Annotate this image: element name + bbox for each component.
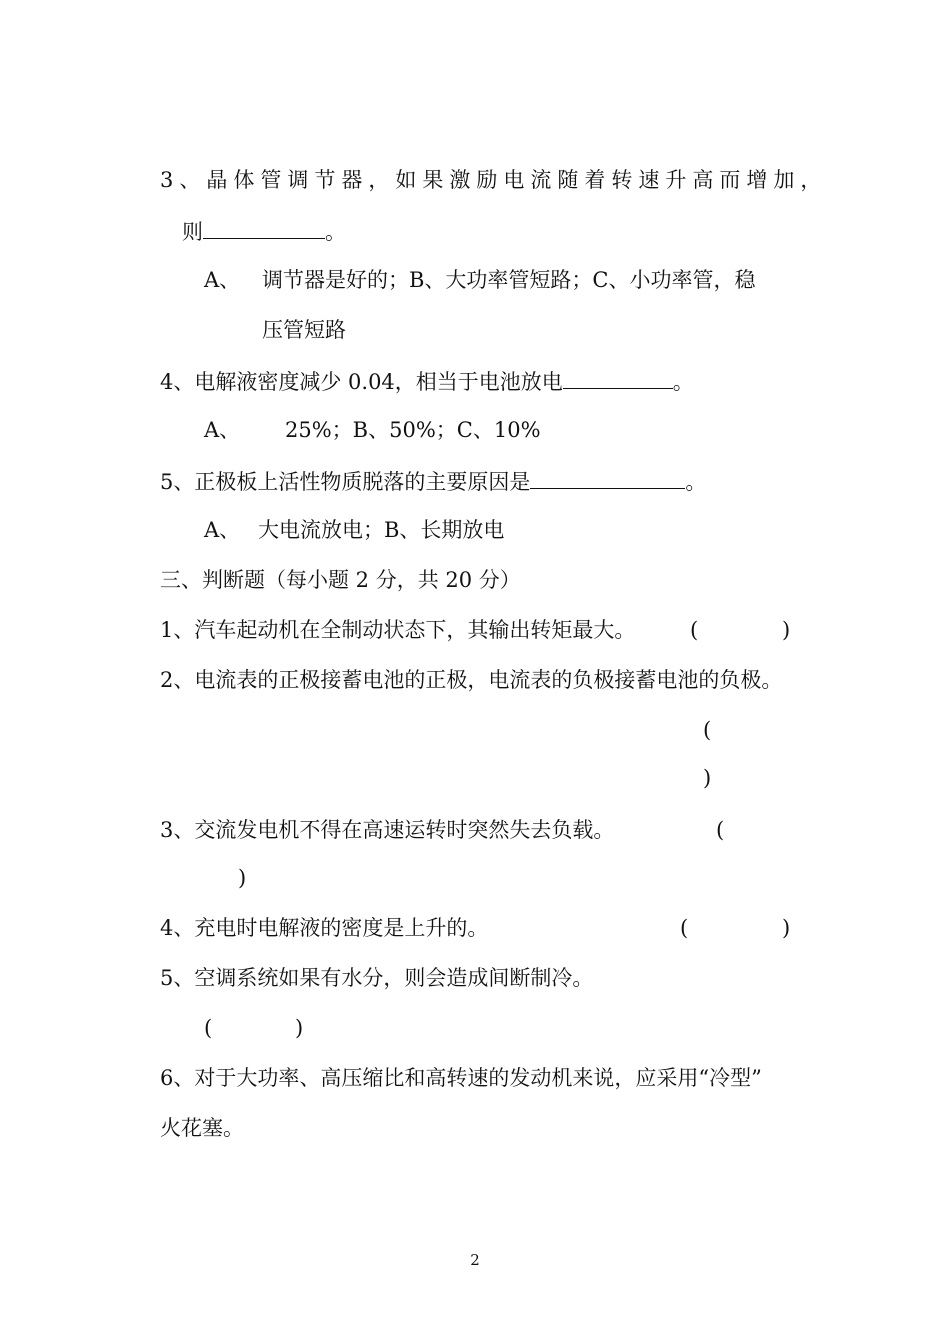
tf-item-5-open-paren[interactable]: ( (204, 1016, 213, 1040)
tf-item-3-open-paren[interactable]: ( (716, 818, 725, 842)
q5-suffix: 。 (685, 470, 707, 494)
page-number: 2 (470, 1251, 480, 1269)
q3-line2 (182, 216, 346, 246)
q4-prefix: 4、电解液密度减少 0.04，相当于电池放电 (160, 370, 563, 394)
q4-option-text: 25%；B、50%；C、10% (285, 418, 541, 442)
q4-line (160, 366, 694, 396)
q4-option-label: A、 (204, 418, 241, 442)
q3-prefix: 则 (182, 220, 203, 244)
q3-option-label: A、 (204, 268, 241, 292)
q5-option-text: 大电流放电；B、长期放电 (258, 518, 505, 542)
q3-answer-blank[interactable] (203, 216, 325, 239)
q4-suffix: 。 (672, 370, 694, 394)
tf-item-6-text-cont: 火花塞。 (160, 1116, 244, 1140)
tf-item-2-close-paren: ) (703, 766, 712, 790)
tf-item-1-text: 1、汽车起动机在全制动状态下，其输出转矩最大。 (160, 618, 636, 642)
q5-prefix: 5、正极板上活性物质脱落的主要原因是 (160, 470, 531, 494)
q3-suffix: 。 (325, 220, 346, 244)
q5-line (160, 466, 706, 496)
q3-line1: 3、晶体管调节器，如果激励电流随着转速升高而增加， (160, 168, 828, 192)
q3-option-text-cont: 压管短路 (262, 318, 346, 342)
tf-item-2-open-paren[interactable]: ( (703, 718, 712, 742)
tf-item-6-text: 6、对于大功率、高压缩比和高转速的发动机来说，应采用“冷型” (160, 1066, 762, 1090)
section-title: 三、判断题（每小题 2 分，共 20 分） (160, 568, 521, 592)
tf-item-4-close-paren: ) (782, 916, 791, 940)
tf-item-5-text: 5、空调系统如果有水分，则会造成间断制冷。 (160, 966, 594, 990)
q3-option-text: 调节器是好的；B、大功率管短路；C、小功率管，稳 (262, 268, 756, 292)
q5-option-label: A、 (204, 518, 241, 542)
tf-item-1-close-paren: ) (782, 618, 791, 642)
tf-item-2-text: 2、电流表的正极接蓄电池的正极，电流表的负极接蓄电池的负极。 (160, 668, 783, 692)
q5-answer-blank[interactable] (530, 466, 685, 489)
q4-answer-blank[interactable] (563, 366, 673, 389)
tf-item-4-open-paren[interactable]: ( (680, 916, 689, 940)
tf-item-3-close-paren: ) (238, 866, 247, 890)
tf-item-4-text: 4、充电时电解液的密度是上升的。 (160, 916, 489, 940)
tf-item-1-open-paren[interactable]: ( (690, 618, 699, 642)
tf-item-5-close-paren: ) (295, 1016, 304, 1040)
tf-item-3-text: 3、交流发电机不得在高速运转时突然失去负载。 (160, 818, 615, 842)
